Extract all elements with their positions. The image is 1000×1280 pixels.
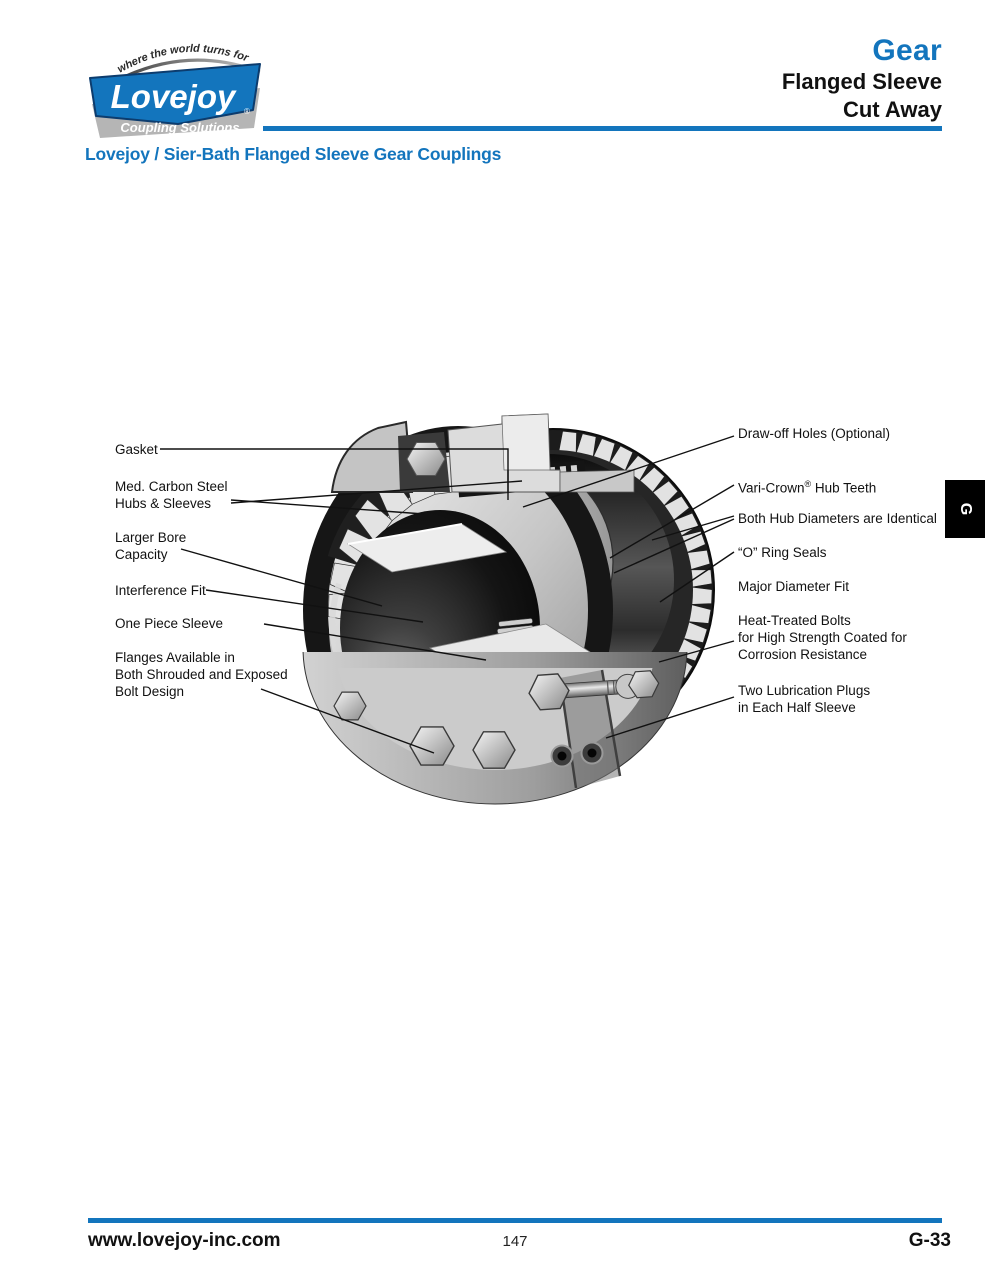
footer-website: www.lovejoy-inc.com [88, 1230, 281, 1251]
sleeve-flange-disc [303, 426, 613, 794]
horizontal-bolt [528, 667, 660, 711]
hub-face [419, 459, 613, 665]
label-heat-treated-bolts: Heat-Treated Bolts for High Strength Coated for Corrosion Resistance [738, 613, 907, 662]
leader-larger-bore [181, 549, 382, 606]
cutaway-section [332, 414, 634, 492]
leader-lines [160, 436, 734, 753]
leader-interference-fit [206, 590, 423, 622]
bore [332, 502, 548, 778]
label-flanges: Flanges Available in Both Shrouded and Exposed Bolt Design [115, 650, 288, 699]
gasket-teeth-row [457, 460, 587, 497]
label-one-piece-sleeve: One Piece Sleeve [115, 616, 224, 631]
label-lubrication-plugs: Two Lubrication Plugs in Each Half Sleeve [738, 683, 871, 715]
sleeve-cut-faces [348, 524, 596, 690]
leader-med-carbon-2 [231, 481, 522, 503]
footer-page-number: 147 [502, 1233, 528, 1250]
flange-bolts [334, 667, 660, 768]
section-title: Lovejoy / Sier-Bath Flanged Sleeve Gear Couplings [85, 144, 502, 164]
lube-plugs [552, 743, 603, 767]
logo-subtitle: Coupling Solutions [120, 120, 240, 135]
leader-heat-treated [659, 641, 734, 662]
page-header [782, 34, 942, 124]
leader-med-carbon-1 [231, 500, 424, 514]
header-category: Gear [872, 34, 942, 67]
header-subtitle-1: Flanged Sleeve [781, 69, 942, 94]
flange-split [560, 670, 620, 788]
label-major-diameter-fit: Major Diameter Fit [738, 579, 850, 594]
hub-teeth-left [328, 455, 459, 621]
flange-bowl [303, 492, 687, 804]
logo-registered-mark: ® [244, 107, 250, 116]
logo-tagline: where the world turns for [115, 42, 250, 76]
leader-both-hub-1 [652, 516, 734, 540]
label-med-carbon-steel: Med. Carbon Steel Hubs & Sleeves [115, 479, 228, 511]
keyway [398, 742, 430, 778]
footer-page-code: G-33 [908, 1230, 951, 1251]
internal-teeth-stack [494, 618, 535, 655]
label-draw-off-holes: Draw-off Holes (Optional) [738, 426, 891, 441]
label-o-ring-seals: “O” Ring Seals [738, 545, 827, 560]
label-interference-fit: Interference Fit [115, 583, 206, 598]
hub-barrel [422, 454, 674, 706]
label-both-hub-diameters: Both Hub Diameters are Identical [738, 511, 937, 526]
label-gasket: Gasket [115, 442, 158, 457]
leader-both-hub-2 [614, 519, 734, 573]
leader-o-ring [660, 552, 734, 602]
leader-one-piece-sleeve [264, 624, 486, 660]
leader-vari-crown [610, 485, 734, 558]
header-rule [263, 126, 942, 131]
lovejoy-logo [84, 24, 266, 142]
label-vari-crown: Vari-Crown® Hub Teeth [738, 479, 877, 496]
gear-teeth-ring [392, 429, 714, 751]
section-side-tab [945, 480, 985, 538]
leader-lube-plugs [606, 697, 734, 738]
logo-name: Lovejoy [110, 78, 236, 115]
footer-rule [88, 1218, 942, 1223]
label-larger-bore: Larger Bore Capacity [115, 530, 187, 562]
side-tab-letter: G [956, 502, 974, 516]
leader-draw-off [523, 436, 734, 507]
header-subtitle-2: Cut Away [842, 97, 942, 122]
draw-off-hole [506, 501, 523, 518]
